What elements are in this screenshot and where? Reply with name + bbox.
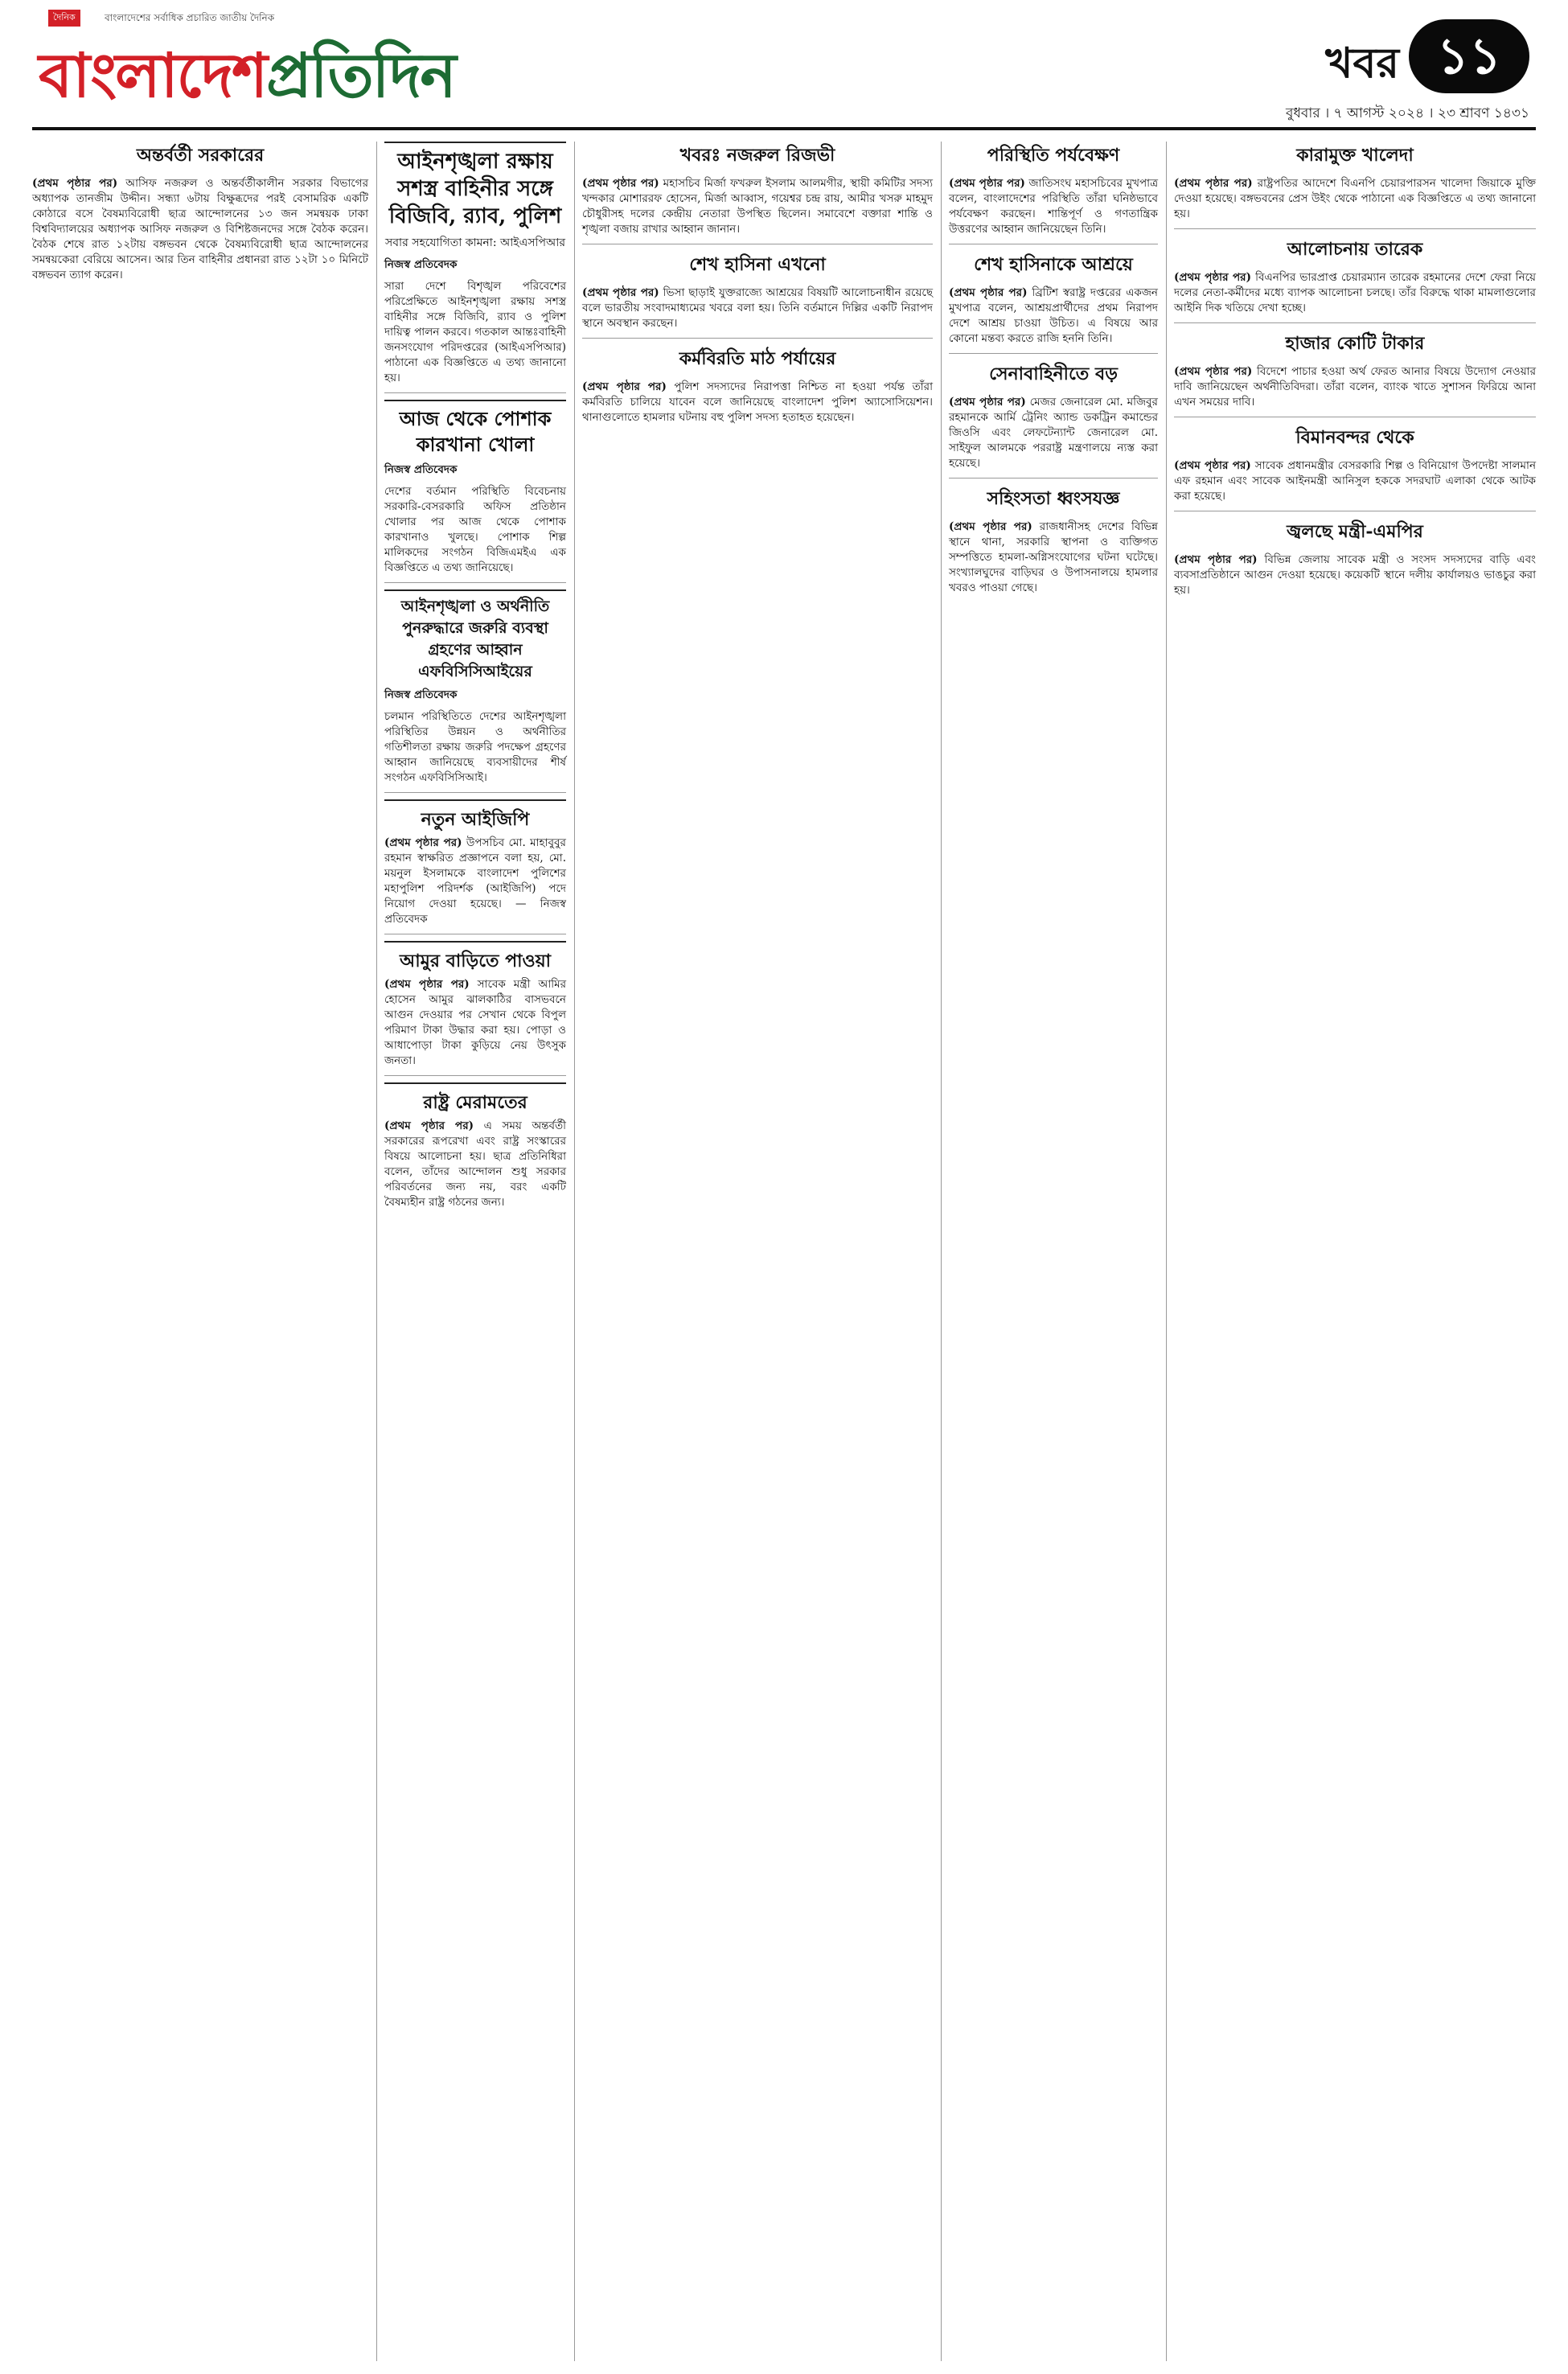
byline: নিজস্ব প্রতিবেদক [384, 688, 458, 701]
column-divider [1166, 142, 1167, 2361]
column-5 [1174, 142, 1536, 598]
headline-factories: আজ থেকে পোশাক কারখানা খোলা [399, 407, 552, 456]
newspaper-logo[interactable] [39, 29, 455, 131]
article-body: দেশের বর্তমান পরিস্থিতি বিবেচনায় সরকারি-বেসরকারি অফিস প্রতিষ্ঠান খোলার পর আজ থেকে পোশাক কারখানাও খুলছে। পোশাক শিল্প মালিকদের সংগঠন বিজিএমইএ এক বিজ্ঞপ্তিতে এ তথ্য জানিয়েছে। [384, 485, 566, 574]
section-divider [949, 353, 1158, 354]
headline-interim: অন্তর্বর্তী সরকারের [136, 145, 265, 166]
article-igp [384, 799, 566, 927]
column-divider [574, 142, 575, 2361]
article-body: উপসচিব মো. মাহাবুবুর রহমান স্বাক্ষরিত প্রজ্ঞাপনে বলা হয়, মো. ময়নুল ইসলামকে বাংলাদেশ পুলিশের মহাপুলিশ পরিদর্শক (আইজিপি) পদে নিয়োগ দেওয়া হয়েছে। — নিজস্ব প্রতিবেদক [384, 836, 566, 926]
section-divider [384, 1075, 566, 1076]
column-divider [376, 142, 377, 2361]
section-label: খবর [1325, 39, 1399, 88]
article-lead: (প্রথম পৃষ্ঠার পর) [949, 177, 1025, 190]
masthead-subtitle: বাংলাদেশের সর্বাধিক প্রচারিত জাতীয় দৈনিক [105, 12, 275, 23]
article-lead: (প্রথম পৃষ্ঠার পর) [949, 520, 1032, 533]
headline-situation: পরিস্থিতি পর্যবেক্ষণ [987, 145, 1120, 166]
article-factories [384, 400, 566, 576]
article-body: রাজধানীসহ দেশের বিভিন্ন স্থানে থানা, সরকারি স্থাপনা ও ব্যক্তিগত সম্পত্তিতে হামলা-অগ্নিসংযোগের ঘটনা ঘটেছে। সংখ্যালঘুদের বাড়িঘর ও উপাসনালয়ে হামলার খবরও পাওয়া গেছে। [949, 520, 1158, 594]
column-3 [582, 142, 933, 425]
article-state-reform [384, 1082, 566, 1210]
article-lead: (প্রথম পৃষ্ঠার পর) [32, 177, 118, 190]
article-body: মহাসচিব মির্জা ফখরুল ইসলাম আলমগীর, স্থায়ী কমিটির সদস্য খন্দকার মোশাররফ হোসেন, মির্জা আব্বাস, গয়েশ্বর চন্দ্র রায়, আমীর খসরু মাহমুদ চৌধুরীসহ দলের কেন্দ্রীয় নেতারা উপস্থিত ছিলেন। সমাবেশে বক্তারা শান্তি ও শৃঙ্খলা বজায় রাখার আহ্বান জানান। [582, 177, 933, 236]
headline-state-reform: রাষ্ট্র মেরামতের [423, 1092, 527, 1113]
article-body: চলমান পরিস্থিতিতে দেশের আইনশৃঙ্খলা পরিস্থিতির উন্নয়ন ও অর্থনীতির গতিশীলতা রক্ষায় জরুরি পদক্ষেপ গ্রহণের আহ্বান জানিয়েছে ব্যবসায়ীদের শীর্ষ সংগঠন এফবিসিসিআই। [384, 710, 566, 784]
article-body: ব্রিটিশ স্বরাষ্ট্র দপ্তরের একজন মুখপাত্র বলেন, আশ্রয়প্রার্থীদের প্রথম নিরাপদ দেশে আশ্রয় চাওয়া উচিত। এ বিষয়ে আর কোনো মন্তব্য করতে রাজি হননি তিনি। [949, 286, 1158, 345]
headline-tarek: আলোচনায় তারেক [1287, 239, 1423, 260]
article-body: বিদেশে পাচার হওয়া অর্থ ফেরত আনার বিষয়ে উদ্যোগ নেওয়ার দাবি জানিয়েছেন অর্থনীতিবিদরা। তাঁরা বলেন, ব্যাংক খাতে সুশাসন ফিরিয়ে আনা এখন সময়ের দাবি। [1174, 365, 1536, 409]
headline-hasina: শেখ হাসিনা এখনো [689, 254, 826, 275]
column-2 [384, 142, 566, 1210]
article-lead: (প্রথম পৃষ্ঠার পর) [582, 177, 659, 190]
article-body: সাবেক মন্ত্রী আমির হোসেন আমুর ঝালকাঠির বাসভবনে আগুন দেওয়ার পর সেখান থেকে বিপুল পরিমাণ টাকা উদ্ধার করা হয়। পোড়া ও আধাপোড়া টাকা কুড়িয়ে নেয় উৎসুক জনতা। [384, 978, 567, 1067]
article-body: ভিসা ছাড়াই যুক্তরাজ্যে আশ্রয়ের বিষয়টি আলোচনাধীন রয়েছে বলে ভারতীয় সংবাদমাধ্যমের খবরে বলা হয়। তিনি বর্তমানে দিল্লির একটি নিরাপদ স্থানে অবস্থান করছেন। [582, 286, 933, 330]
article-rizvi [582, 176, 933, 237]
headline-igp: নতুন আইজিপি [421, 809, 530, 830]
article-body: বিভিন্ন জেলায় সাবেক মন্ত্রী ও সংসদ সদস্যদের বাড়ি এবং ব্যবসাপ্রতিষ্ঠানে আগুন দেওয়া হয়েছে। কয়েকটি স্থানে দলীয় কার্যালয়ও ভাঙচুর করা হয়। [1174, 553, 1536, 597]
article-lead: (প্রথম পৃষ্ঠার পর) [1174, 365, 1253, 378]
article-hasina [582, 285, 933, 331]
article-body: জাতিসংঘ মহাসচিবের মুখপাত্র বলেন, বাংলাদেশের পরিস্থিতি তাঁরা ঘনিষ্ঠভাবে পর্যবেক্ষণ করছেন। শান্তিপূর্ণ ও গণতান্ত্রিক উত্তরণের আহ্বান জানিয়েছেন তিনি। [949, 177, 1158, 236]
logo-part-1: বাংলাদেশ [39, 39, 267, 111]
headline-crore: হাজার কোটি টাকার [1285, 333, 1425, 354]
article-reconstruction [384, 589, 566, 786]
headline-khaleda: কারামুক্ত খালেদা [1296, 145, 1414, 166]
article-body: বিএনপির ভারপ্রাপ্ত চেয়ারম্যান তারেক রহমানের দেশে ফেরা নিয়ে দলের নেতা-কর্মীদের মধ্যে ব্যাপক আলোচনা চলছে। তাঁর বিরুদ্ধে থাকা মামলাগুলোর আইনি দিক খতিয়ে দেখা হচ্ছে। [1174, 271, 1537, 314]
article-lead: (প্রথম পৃষ্ঠার পর) [582, 286, 659, 299]
masthead-tag: দৈনিক [48, 10, 80, 27]
section-divider [384, 392, 566, 393]
article-body: এ সময় অন্তর্বর্তী সরকারের রূপরেখা এবং রাষ্ট্র সংস্কারের বিষয়ে আলোচনা হয়। ছাত্র প্রতিনিধিরা বলেন, তাঁদের আন্দোলন শুধু সরকার পরিবর্তনের জন্য নয়, বরং একটি বৈষম্যহীন রাষ্ট্র গঠনের জন্য। [384, 1119, 566, 1209]
byline: নিজস্ব প্রতিবেদক [384, 463, 458, 476]
section-divider [1174, 228, 1536, 229]
section-divider [384, 792, 566, 793]
headline-army: সেনাবাহিনীতে বড় [989, 363, 1118, 384]
headline-shelter: শেখ হাসিনাকে আশ্রয়ে [974, 254, 1133, 275]
article-body: সাবেক প্রধানমন্ত্রীর বেসরকারি শিল্প ও বিনিয়োগ উপদেষ্টা সালমান এফ রহমান এবং সাবেক আইনমন্ত্রী আনিসুল হককে সদরঘাট এলাকা থেকে আটক করা হয়েছে। [1174, 459, 1536, 503]
article-lead: (প্রথম পৃষ্ঠার পর) [384, 836, 462, 849]
article-home [384, 941, 566, 1069]
headline-violence: সহিংসতা ধ্বংসযজ্ঞ [987, 488, 1120, 509]
article-lead: (প্রথম পৃষ্ঠার পর) [949, 396, 1026, 409]
article-lead: (প্রথম পৃষ্ঠার পর) [1174, 271, 1251, 284]
article-body: পুলিশ সদস্যদের নিরাপত্তা নিশ্চিত না হওয়া পর্যন্ত তাঁরা কর্মবিরতি চালিয়ে যাবেন বলে জানিয়েছে বাংলাদেশ পুলিশ অ্যাসোসিয়েশন। থানাগুলোতে হামলার ঘটনায় বহু পুলিশ সদস্য হতাহত হয়েছেন। [582, 380, 933, 424]
article-lead: (প্রথম পৃষ্ঠার পর) [1174, 177, 1253, 190]
issue-date: বুধবার । ৭ আগস্ট ২০২৪ । ২৩ শ্রাবণ ১৪৩১ [1285, 105, 1529, 121]
masthead-rule [32, 127, 1536, 130]
subheadline-security: সবার সহযোগিতা কামনা: আইএসপিআর [384, 236, 566, 249]
article-body: মেজর জেনারেল মো. মজিবুর রহমানকে আর্মি ট্রেনিং অ্যান্ড ডকট্রিন কমান্ডের জিওসি এবং লেফটেন্যান্ট জেনারেল মো. সাইফুল আলমকে পররাষ্ট্র মন্ত্রণালয়ে ন্যস্ত করা হয়েছে। [949, 396, 1158, 470]
column-4 [949, 142, 1158, 596]
article-body: সারা দেশে বিশৃঙ্খল পরিবেশের পরিপ্রেক্ষিতে আইনশৃঙ্খলা রক্ষায় সশস্ত্র বাহিনীর সঙ্গে বিজিবি, র‍্যাব ও পুলিশ দায়িত্ব পালন করবে। গতকাল আন্তঃবাহিনী জনসংযোগ পরিদপ্তরের (আইএসপিআর) পাঠানো এক বিজ্ঞপ্তিতে এ তথ্য জানানো হয়। [384, 280, 566, 384]
column-divider [941, 142, 942, 2361]
headline-ministers: জ্বলছে মন্ত্রী-এমপির [1287, 521, 1423, 542]
headline-airport: বিমানবন্দর থেকে [1295, 427, 1414, 448]
article-police [582, 380, 933, 425]
headline-police: কর্মবিরতি মাঠ পর্যায়ের [679, 348, 836, 369]
article-lead: (প্রথম পৃষ্ঠার পর) [1174, 459, 1251, 472]
byline: নিজস্ব প্রতিবেদক [384, 258, 458, 271]
headline-rizvi: খবরঃ নজরুল রিজভী [679, 145, 835, 166]
article-lead: (প্রথম পৃষ্ঠার পর) [384, 1119, 474, 1132]
article-lead: (প্রথম পৃষ্ঠার পর) [384, 978, 470, 991]
section-divider [582, 338, 933, 339]
section-divider [1174, 322, 1536, 323]
article-body: রাষ্ট্রপতির আদেশে বিএনপি চেয়ারপারসন খালেদা জিয়াকে মুক্তি দেওয়া হয়েছে। বঙ্গভবনের প্রেস উইং থেকে পাঠানো এক বিজ্ঞপ্তিতে এ তথ্য জানানো হয়। [1174, 177, 1536, 220]
page-number-badge: ১১ [1409, 19, 1529, 93]
masthead [0, 0, 1568, 129]
article-lead: (প্রথম পৃষ্ঠার পর) [582, 380, 667, 393]
article-interim [32, 176, 368, 283]
article-body: আসিফ নজরুল ও অন্তর্বর্তীকালীন সরকার বিভাগের অধ্যাপক তানজীম উদ্দীন। সন্ধ্যা ৬টায় বিক্ষুব্ধদের পরই বেসামরিক একটি কোঠারে বসে বৈষম্যবিরোধী ছাত্র আন্দোলনের ১৩ জন সমন্বয়ক ঢাকা বিশ্ববিদ্যালয়ের অধ্যাপক আসিফ নজরুল ও বিশিষ্টজনদের সঙ্গে বৈঠক করেন। বৈঠক শেষে রাত ১২টায় বঙ্গভবন থেকে বৈষম্যবিরোধী ছাত্র আন্দোলনের সমন্বয়কেরা বেরিয়ে আসেন। আর তিন বাহিনীর প্রধানরা রাত ১২টা ১০ মিনিটে বঙ্গভবন ত্যাগ করেন। [32, 177, 368, 281]
headline-reconstruction: আইনশৃঙ্খলা ও অর্থনীতি পুনরুদ্ধারে জরুরি ব্যবস্থা গ্রহণের আহ্বান এফবিসিসিআইয়ের [400, 598, 550, 680]
section-divider [384, 582, 566, 583]
article-lead: (প্রথম পৃষ্ঠার পর) [1174, 553, 1258, 566]
article-security [384, 142, 566, 386]
headline-home: আমুর বাড়িতে পাওয়া [399, 951, 552, 971]
column-1 [32, 142, 368, 283]
headline-security: আইনশৃঙ্খলা রক্ষায় সশস্ত্র বাহিনীর সঙ্গে বিজিবি, র‍্যাব, পুলিশ [388, 150, 562, 228]
article-lead: (প্রথম পৃষ্ঠার পর) [949, 286, 1028, 299]
logo-part-2: প্রতিদিন [266, 39, 455, 111]
